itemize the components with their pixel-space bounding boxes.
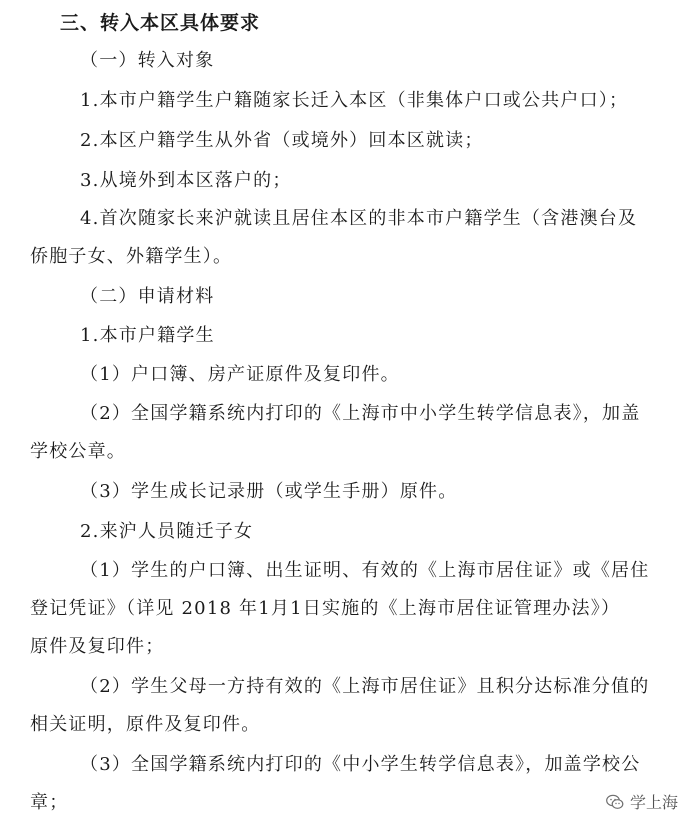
paragraph-line: （3）全国学籍系统内打印的《中小学生转学信息表》，加盖学校公 (80, 754, 641, 775)
paragraph-line: 原件及复印件； (30, 636, 165, 657)
wechat-icon (606, 794, 624, 810)
paragraph-line: 2.来沪人员随迁子女 (80, 521, 254, 542)
paragraph-line: 1.本市户籍学生户籍随家长迁入本区（非集体户口或公共户口）； (80, 90, 629, 111)
subheading-transfer-target: （一）转入对象 (80, 50, 215, 71)
paragraph-line: 侨胞子女、外籍学生）。 (30, 246, 233, 267)
watermark (606, 790, 678, 813)
subheading-application-materials: （二）申请材料 (80, 286, 215, 307)
paragraph-line: （3）学生成长记录册（或学生手册）原件。 (80, 481, 458, 502)
paragraph-line: 相关证明，原件及复印件。 (30, 714, 261, 735)
paragraph-line: 1.本市户籍学生 (80, 325, 215, 346)
paragraph-line: 4.首次随家长来沪就读且居住本区的非本市户籍学生（含港澳台及 (80, 208, 638, 229)
paragraph-line: （2）学生父母一方持有效的《上海市居住证》且积分达标准分值的 (80, 676, 650, 697)
paragraph-line: （2）全国学籍系统内打印的《上海市中小学生转学信息表》，加盖 (80, 403, 641, 424)
section-heading: 三、转入本区具体要求 (60, 12, 261, 34)
paragraph-line: 登记凭证》（详见 2018 年1月1日实施的《上海市居住证管理办法》） (30, 598, 621, 619)
paragraph-line: 章； (30, 792, 69, 813)
paragraph-line: 3.从境外到本区落户的； (80, 170, 292, 191)
watermark-text: 学上海 (629, 793, 678, 812)
paragraph-line: （1）学生的户口簿、出生证明、有效的《上海市居住证》或《居住 (80, 560, 650, 581)
paragraph-line: （1）户口簿、房产证原件及复印件。 (80, 364, 400, 385)
paragraph-line: 2.本区户籍学生从外省（或境外）回本区就读； (80, 130, 484, 151)
paragraph-line: 学校公章。 (30, 441, 126, 462)
